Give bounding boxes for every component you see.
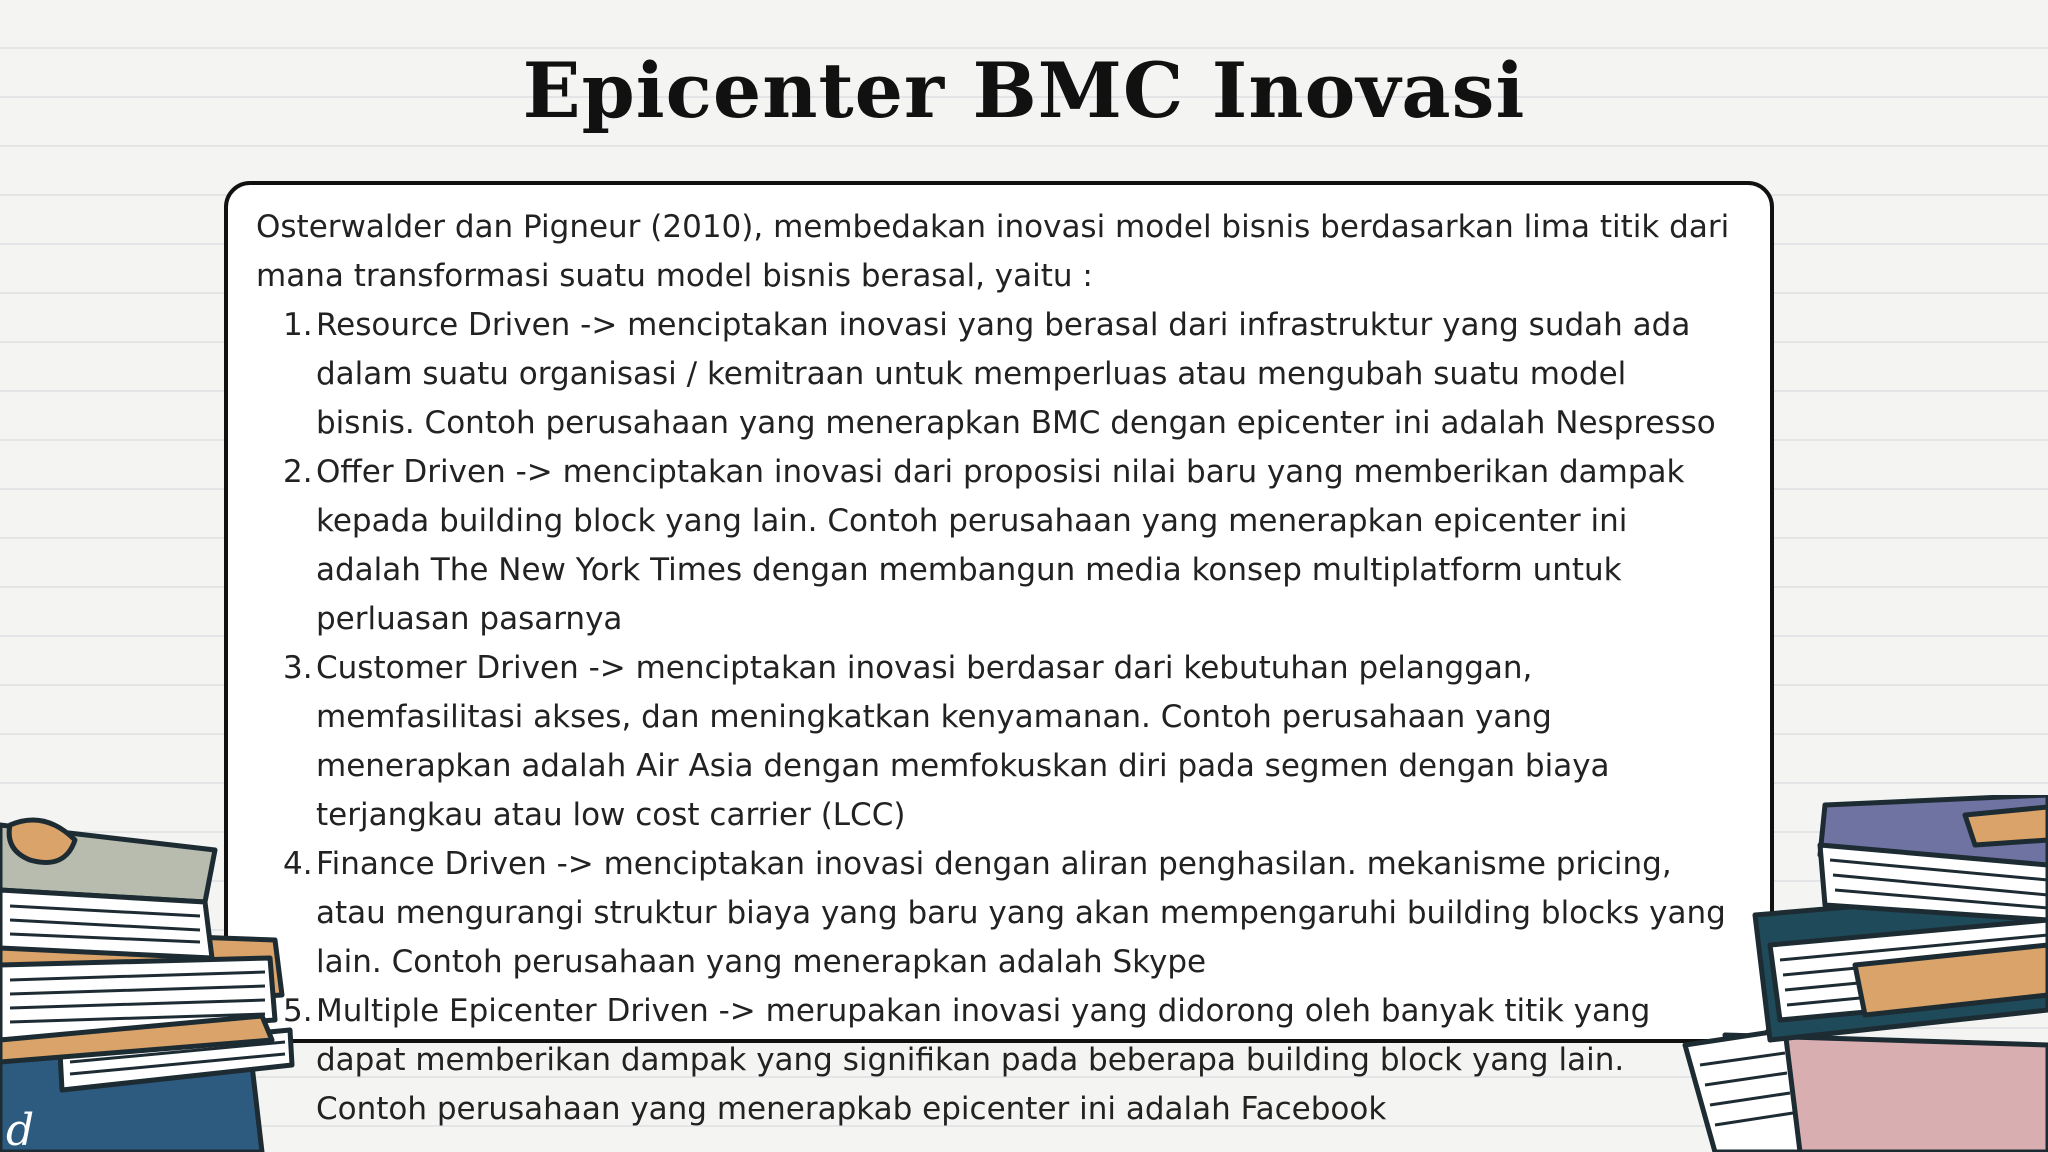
book-stack-icon	[0, 790, 300, 1152]
intro-paragraph: Osterwalder dan Pigneur (2010), membedakan inovasi model bisnis berdasarkan lima titik dari mana transformasi suatu model bisnis berasal, yaitu :	[256, 209, 1730, 294]
list-item: Customer Driven -> menciptakan inovasi berdasar dari kebutuhan pelanggan, memfasilitasi akses, dan meningkatkan kenyamanan. Contoh perusahaan yang menerapkan adalah Air Asia dengan memfokuskan diri pada segmen dengan biaya terjangkau atau low cost carrier (LCC)	[316, 650, 1610, 833]
content-card	[224, 181, 1774, 1127]
list-item: Multiple Epicenter Driven -> merupakan inovasi yang didorong oleh banyak titik yang dapat memberikan dampak yang signifikan pada beberapa building block yang lain. Contoh perusahaan yang menerapkab epicenter ini adalah Facebook	[316, 993, 1651, 1127]
book-stack-icon	[1675, 795, 2048, 1152]
svg-text:d: d	[6, 1105, 35, 1152]
slide-title: Epicenter BMC Inovasi	[522, 46, 1526, 135]
list-item: Offer Driven -> menciptakan inovasi dari proposisi nilai baru yang memberikan dampak kepada building block yang lain. Contoh perusahaan yang menerapkan epicenter ini adalah The New York Times dengan membangun media konsep multiplatform untuk perluasan pasarnya	[316, 454, 1685, 637]
list-item: Finance Driven -> menciptakan inovasi dengan aliran penghasilan. mekanisme pricing, atau mengurangi struktur biaya yang baru yang akan mempengaruhi building blocks yang lain. Contoh perusahaan yang menerapkan adalah Skype	[316, 846, 1726, 980]
epicenter-list	[256, 301, 1734, 1134]
list-item: Resource Driven -> menciptakan inovasi yang berasal dari infrastruktur yang sudah ada dalam suatu organisasi / kemitraan untuk memperluas atau mengubah suatu model bisnis. Contoh perusahaan yang menerapkan BMC dengan epicenter ini adalah Nespresso	[316, 307, 1716, 441]
